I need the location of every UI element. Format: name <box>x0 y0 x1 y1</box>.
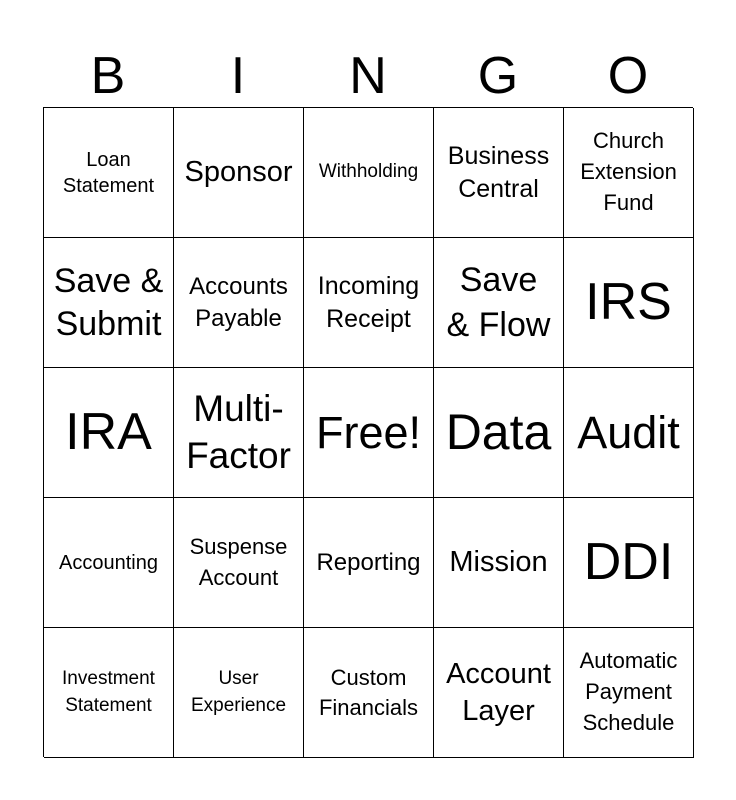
bingo-cell[interactable] <box>434 368 564 498</box>
bingo-cell[interactable] <box>304 368 434 498</box>
bingo-cell-label: User Experience <box>190 667 287 716</box>
bingo-card-grid <box>43 107 693 757</box>
bingo-cell-label: Loan Statement <box>62 148 155 197</box>
bingo-cell[interactable] <box>174 238 304 368</box>
bingo-cell[interactable] <box>564 368 694 498</box>
header-letter-b: B <box>90 47 126 105</box>
header-letter-n: N <box>349 47 387 105</box>
bingo-cell-label: Withholding <box>318 161 419 183</box>
bingo-cell-label: Data <box>445 404 552 460</box>
bingo-cell[interactable] <box>174 108 304 238</box>
bingo-cell-label: Incoming Receipt <box>317 272 420 333</box>
bingo-cell-label: Business Central <box>447 142 550 203</box>
bingo-cell[interactable] <box>44 238 174 368</box>
bingo-cell[interactable] <box>174 368 304 498</box>
bingo-cell-label: Audit <box>577 406 680 458</box>
bingo-cell[interactable] <box>434 238 564 368</box>
bingo-cell[interactable] <box>44 628 174 758</box>
bingo-cell-label: IRA <box>65 402 152 461</box>
bingo-cell[interactable] <box>174 628 304 758</box>
header-letter-g: G <box>477 47 519 105</box>
bingo-cell-label: IRS <box>585 272 672 331</box>
bingo-cell[interactable] <box>44 368 174 498</box>
bingo-cell-label: Investment Statement <box>62 667 155 716</box>
bingo-cell[interactable] <box>304 108 434 238</box>
bingo-cell-label: Account Layer <box>446 658 551 727</box>
bingo-cell[interactable] <box>564 108 694 238</box>
bingo-cell[interactable] <box>304 238 434 368</box>
bingo-cell[interactable] <box>174 498 304 628</box>
bingo-cell-label: Accounting <box>59 551 158 574</box>
bingo-cell[interactable] <box>564 628 694 758</box>
header-letter-o: O <box>607 47 649 105</box>
bingo-cell[interactable] <box>304 628 434 758</box>
bingo-cell[interactable] <box>44 498 174 628</box>
bingo-header <box>43 48 693 104</box>
bingo-cell-label: Sponsor <box>184 155 293 188</box>
bingo-cell-label: Reporting <box>316 548 421 576</box>
bingo-cell-label: DDI <box>583 532 674 591</box>
bingo-cell-label: Save & Submit <box>53 262 164 343</box>
bingo-cell-label: Multi- Factor <box>186 388 291 476</box>
bingo-cell[interactable] <box>564 498 694 628</box>
bingo-cell[interactable] <box>304 498 434 628</box>
header-letter-i: I <box>230 47 246 105</box>
bingo-cell[interactable] <box>564 238 694 368</box>
bingo-cell-label: Free! <box>315 406 422 458</box>
bingo-cell[interactable] <box>434 628 564 758</box>
bingo-cell-label: Save & Flow <box>446 261 551 344</box>
bingo-cell-label: Custom Financials <box>318 664 419 720</box>
bingo-cell[interactable] <box>44 108 174 238</box>
bingo-cell-label: Mission <box>449 546 548 579</box>
bingo-cell-label: Suspense Account <box>189 533 288 590</box>
bingo-cell[interactable] <box>434 108 564 238</box>
bingo-cell-label: Automatic Payment Schedule <box>579 648 678 735</box>
bingo-cell-label: Accounts Payable <box>189 273 288 332</box>
bingo-cell[interactable] <box>434 498 564 628</box>
bingo-cell-label: Church Extension Fund <box>580 128 677 215</box>
